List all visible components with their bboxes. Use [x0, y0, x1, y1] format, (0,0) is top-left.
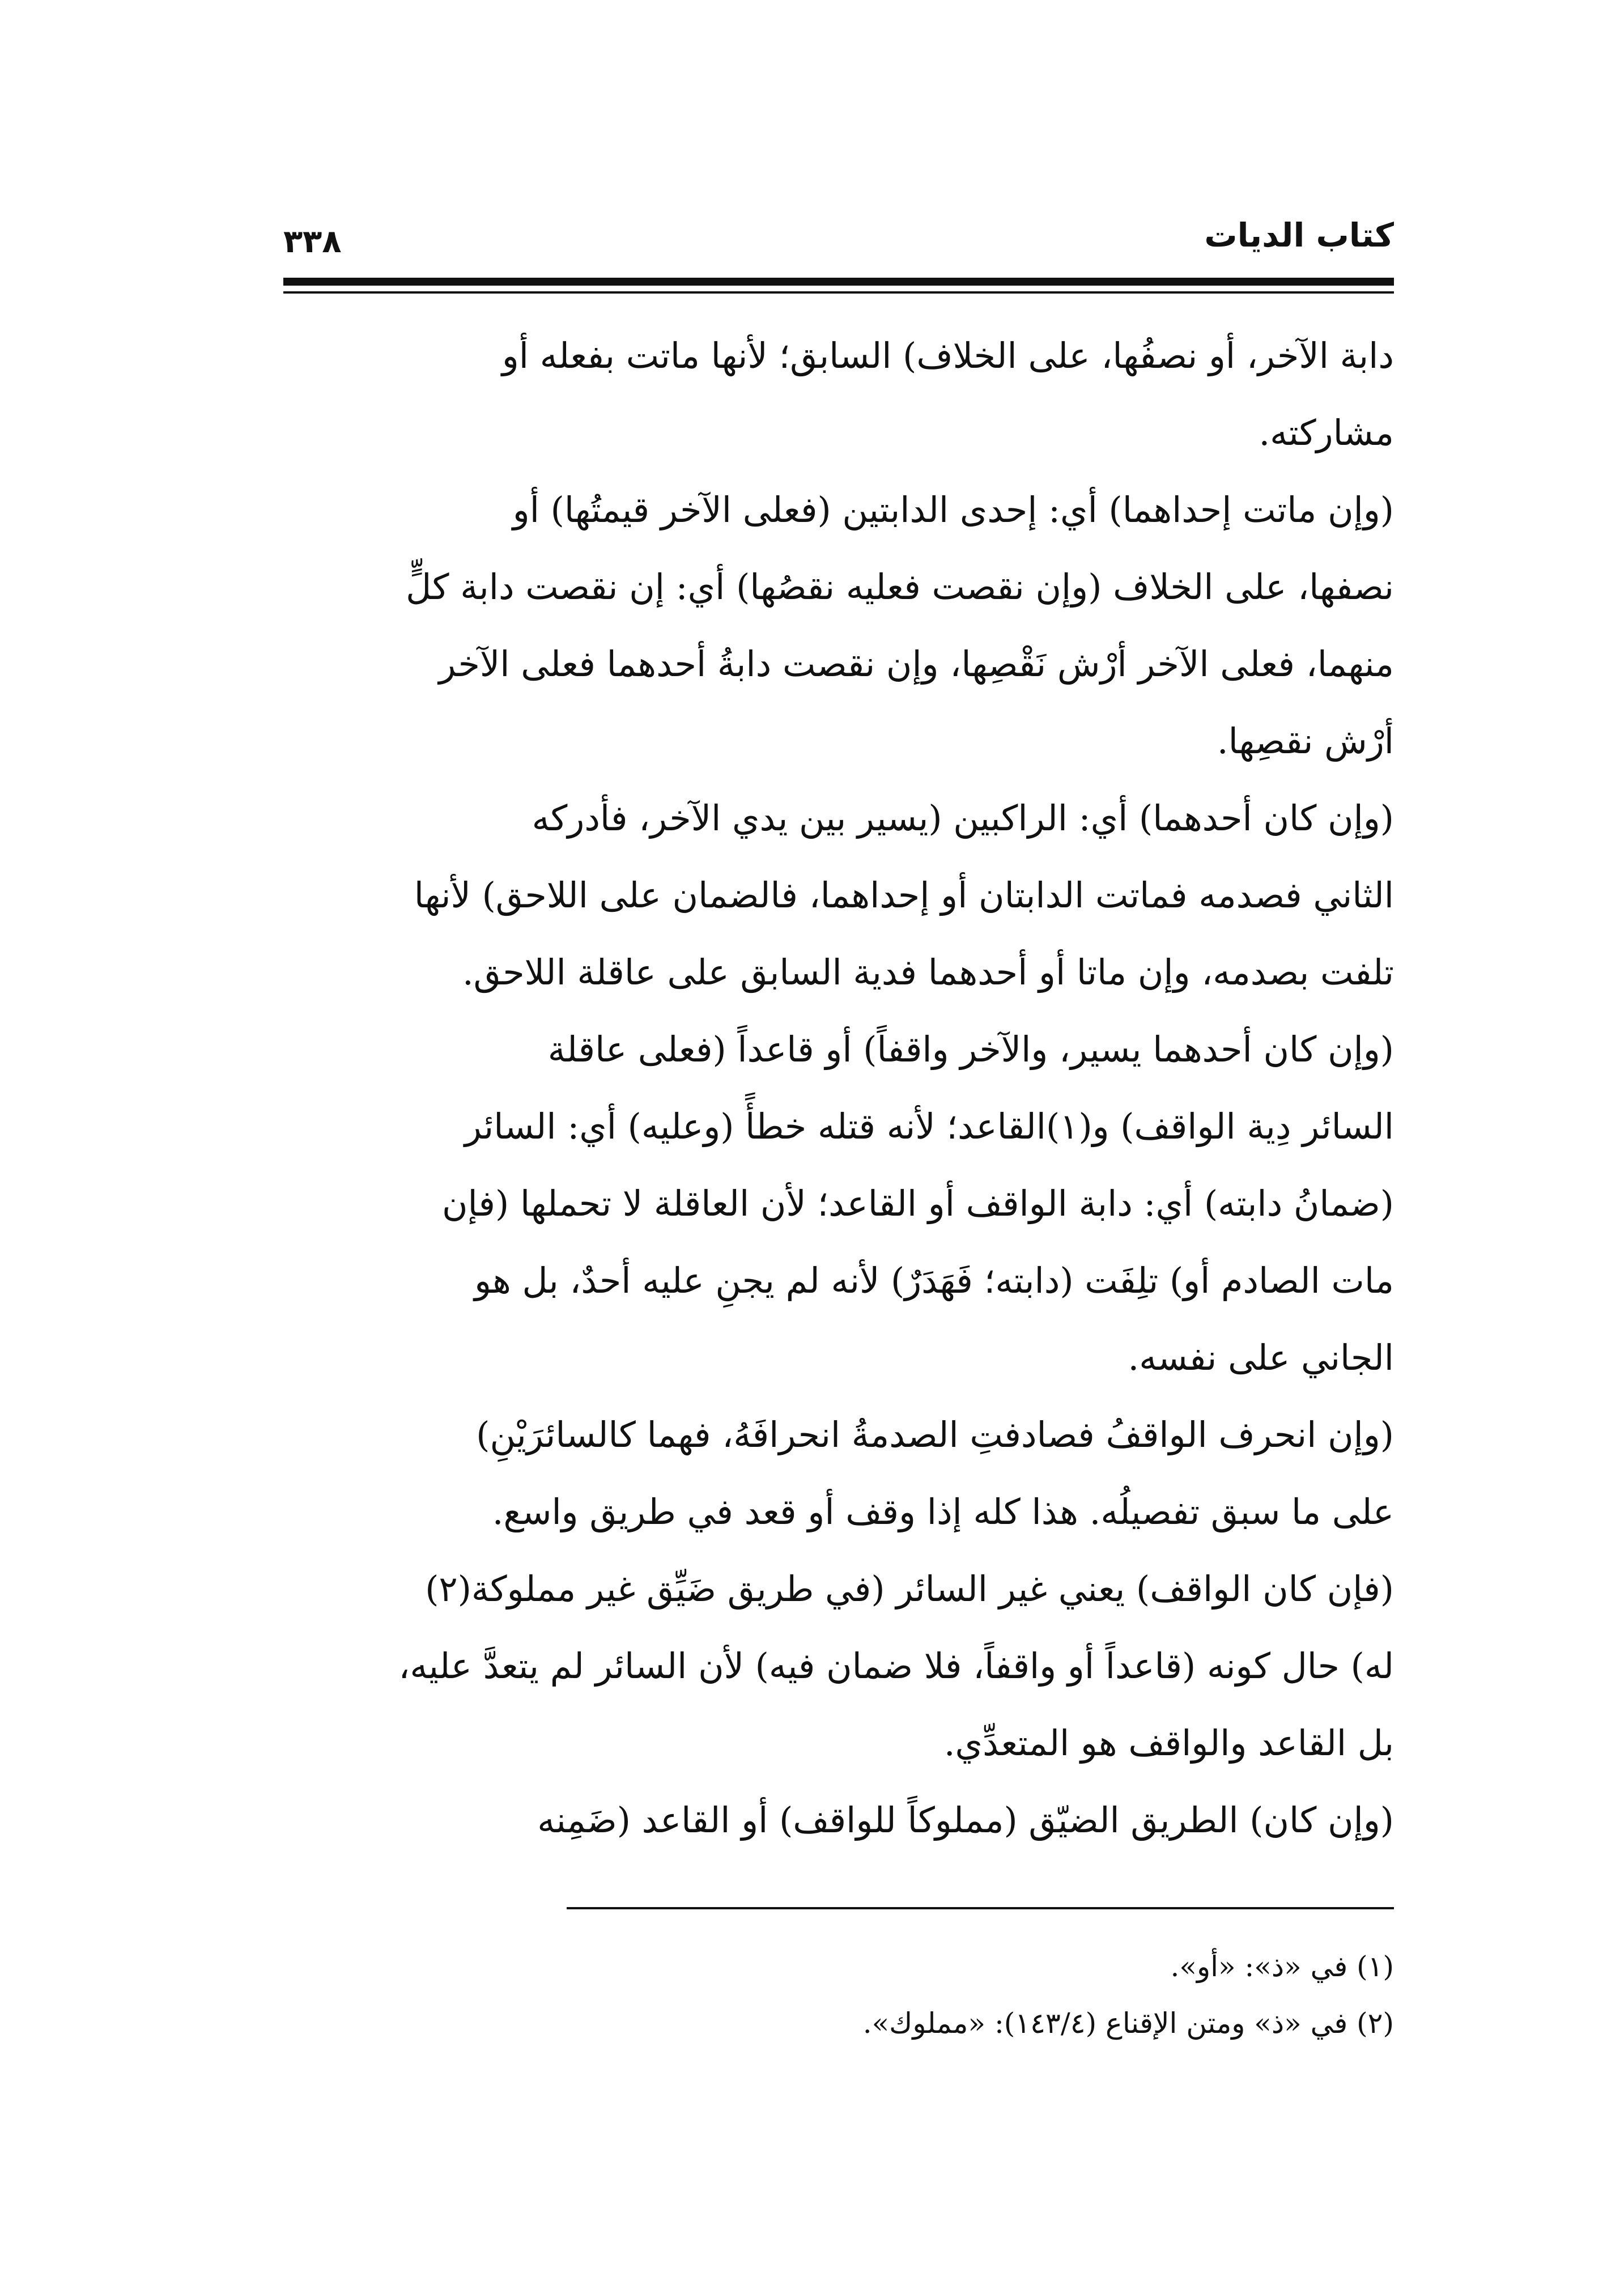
text-line: الجاني على نفسه. — [1128, 1337, 1394, 1378]
text-line: بل القاعد والواقف هو المتعدِّي. — [943, 1722, 1394, 1764]
footnote-2: (٢) في «ذ» ومتن الإقناع (١٤٣/٤): «مملوك». — [862, 2007, 1394, 2040]
text-line: (وإن ماتت إحداهما) أي: إحدى الدابتين (فعلى الآخر قيمتُها) أو — [512, 489, 1394, 530]
text-line: له) حال كونه (قاعداً أو واقفاً، فلا ضمان فيه) لأن السائر لم يتعدَّ عليه، — [398, 1645, 1394, 1687]
text-line: مشاركته. — [1259, 412, 1394, 453]
header-rule-thin — [283, 291, 1394, 294]
text-line: (وإن كان أحدهما) أي: الراكبين (يسير بين يدي الآخر، فأدركه — [532, 797, 1394, 839]
footnote-rule — [567, 1907, 1394, 1909]
header-rule-thick — [283, 278, 1394, 286]
text-line: تلفت بصدمه، وإن ماتا أو أحدهما فدية السابق على عاقلة اللاحق. — [462, 952, 1394, 993]
text-line: الثاني فصدمه فماتت الدابتان أو إحداهما، فالضمان على اللاحق) لأنها — [414, 874, 1394, 916]
text-line: دابة الآخر، أو نصفُها، على الخلاف) السابق؛ لأنها ماتت بفعله أو — [501, 335, 1394, 376]
body-text — [283, 317, 1394, 1859]
text-line: نصفها، على الخلاف (وإن نقصت فعليه نقصُها) أي: إن نقصت دابة كلٍّ — [406, 566, 1394, 608]
text-line: منهما، فعلى الآخر أرْش نَقْصِها، وإن نقصت دابةُ أحدهما فعلى الآخر — [439, 643, 1394, 685]
page-number: ٣٣٨ — [283, 223, 342, 260]
text-line: على ما سبق تفصيلُه. هذا كله إذا وقف أو قعد في طريق واسع. — [492, 1491, 1394, 1532]
text-line: أرْش نقصِها. — [1217, 720, 1394, 762]
footnotes — [283, 1938, 1394, 2052]
text-line: (وإن انحرف الواقفُ فصادفتِ الصدمةُ انحرافَهُ، فهما كالسائرَيْنِ) — [476, 1414, 1394, 1455]
chapter-title: كتاب الديات — [1204, 216, 1394, 254]
footnote-1: (١) في «ذ»: «أو». — [1170, 1950, 1394, 1983]
text-line: (وإن كان أحدهما يسير، والآخر واقفاً) أو قاعداً (فعلى عاقلة — [547, 1029, 1394, 1070]
text-line: (وإن كان) الطريق الضيّق (مملوكاً للواقف) أو القاعد (ضَمِنه — [537, 1799, 1394, 1841]
text-line: السائر دِية الواقف) و(١)القاعد؛ لأنه قتله خطأً (وعليه) أي: السائر — [464, 1106, 1394, 1147]
text-line: (ضمانُ دابته) أي: دابة الواقف أو القاعد؛ لأن العاقلة لا تحملها (فإن — [442, 1183, 1394, 1224]
running-header — [283, 210, 1394, 272]
text-line: مات الصادم أو) تلِفَت (دابته؛ فَهَدَرٌ) لأنه لم يجنِ عليه أحدٌ، بل هو — [474, 1260, 1394, 1301]
text-line: (فإن كان الواقف) يعني غير السائر (في طريق ضَيِّق غير مملوكة(٢) — [425, 1568, 1394, 1610]
